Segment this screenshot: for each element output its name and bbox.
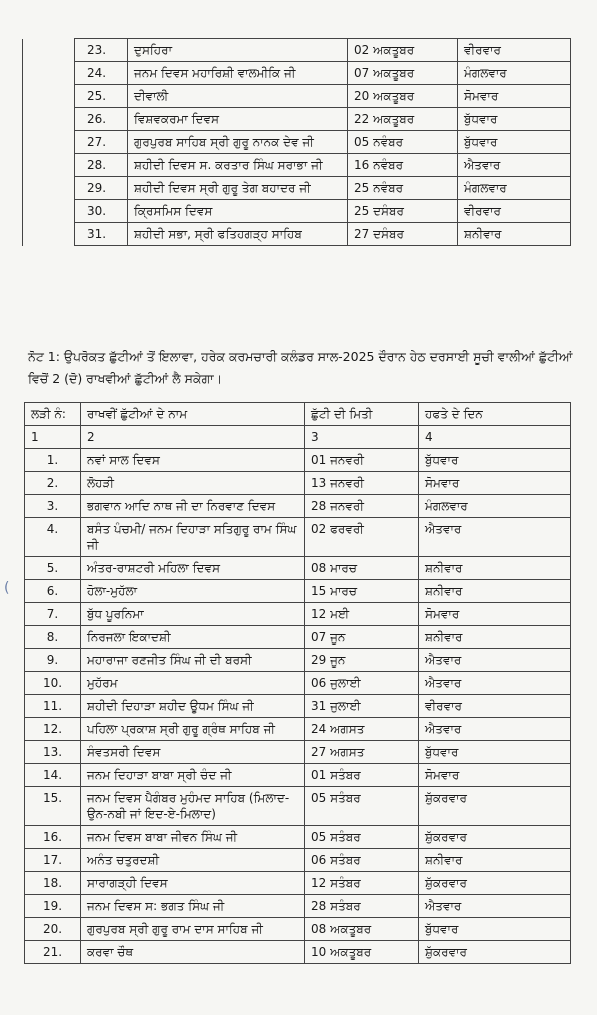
table-row <box>23 131 571 154</box>
weekday-cell: ਐਤਵਾਰ <box>458 154 571 177</box>
blank-margin-cell <box>23 154 75 177</box>
serial-cell: 24. <box>75 62 128 85</box>
date-cell: 12 ਸਤੰਬਰ <box>305 872 419 895</box>
weekday-cell: ਸੋਮਵਾਰ <box>458 85 571 108</box>
date-cell: 24 ਅਗਸਤ <box>305 718 419 741</box>
holiday-name-cell: ਜਨਮ ਦਿਵਸ ਮਹਾਰਿਸ਼ੀ ਵਾਲਮੀਕਿ ਜੀ <box>128 62 348 85</box>
serial-cell: 21. <box>25 941 81 964</box>
date-cell: 15 ਮਾਰਚ <box>305 580 419 603</box>
date-cell: 28 ਜਨਵਰੀ <box>305 495 419 518</box>
weekday-cell: ਸ਼ੁੱਕਰਵਾਰ <box>419 941 571 964</box>
col-number: 4 <box>419 426 571 449</box>
blank-margin-cell <box>23 39 75 62</box>
header-serial: ਲੜੀ ਨੰ: <box>25 403 81 426</box>
date-cell: 29 ਜੂਨ <box>305 649 419 672</box>
date-cell: 02 ਅਕਤੂਬਰ <box>348 39 458 62</box>
date-cell: 06 ਸਤੰਬਰ <box>305 849 419 872</box>
margin-pen-mark: ( <box>4 580 10 596</box>
holiday-name-cell: ਸ਼ਹੀਦੀ ਦਿਹਾੜਾ ਸ਼ਹੀਦ ਊਧਮ ਸਿੰਘ ਜੀ <box>81 695 305 718</box>
serial-cell: 16. <box>25 826 81 849</box>
date-cell: 25 ਦਸੰਬਰ <box>348 200 458 223</box>
holiday-name-cell: ਹੋਲਾ-ਮੁਹੱਲਾ <box>81 580 305 603</box>
weekday-cell: ਐਤਵਾਰ <box>419 895 571 918</box>
weekday-cell: ਸ਼ਨੀਵਾਰ <box>419 849 571 872</box>
serial-cell: 10. <box>25 672 81 695</box>
serial-cell: 30. <box>75 200 128 223</box>
serial-cell: 19. <box>25 895 81 918</box>
date-cell: 10 ਅਕਤੂਬਰ <box>305 941 419 964</box>
serial-cell: 28. <box>75 154 128 177</box>
date-cell: 05 ਨਵੰਬਰ <box>348 131 458 154</box>
date-cell: 22 ਅਕਤੂਬਰ <box>348 108 458 131</box>
weekday-cell: ਐਤਵਾਰ <box>419 649 571 672</box>
serial-cell: 8. <box>25 626 81 649</box>
table-row <box>25 495 571 518</box>
serial-cell: 14. <box>25 764 81 787</box>
date-cell: 06 ਜੁਲਾਈ <box>305 672 419 695</box>
holiday-name-cell: ਸ਼ਹੀਦੀ ਦਿਵਸ ਸ੍ਰੀ ਗੁਰੂ ਤੇਗ ਬਹਾਦਰ ਜੀ <box>128 177 348 200</box>
holiday-name-cell: ਨਵਾਂ ਸਾਲ ਦਿਵਸ <box>81 449 305 472</box>
table-row <box>23 62 571 85</box>
holiday-name-cell: ਜਨਮ ਦਿਵਸ ਸ: ਭਗਤ ਸਿੰਘ ਜੀ <box>81 895 305 918</box>
serial-cell: 31. <box>75 223 128 246</box>
table-row <box>23 223 571 246</box>
date-cell: 16 ਨਵੰਬਰ <box>348 154 458 177</box>
holiday-name-cell: ਬਸੰਤ ਪੰਚਮੀ/ ਜਨਮ ਦਿਹਾੜਾ ਸਤਿਗੁਰੂ ਰਾਮ ਸਿੰਘ ਜੀ <box>81 518 305 557</box>
serial-cell: 11. <box>25 695 81 718</box>
table-row <box>25 695 571 718</box>
holiday-name-cell: ਸ਼ਹੀਦੀ ਸਭਾ, ਸ੍ਰੀ ਫਤਿਹਗੜ੍ਹ ਸਾਹਿਬ <box>128 223 348 246</box>
date-cell: 31 ਜੁਲਾਈ <box>305 695 419 718</box>
weekday-cell: ਸ਼ਨੀਵਾਰ <box>458 223 571 246</box>
serial-cell: 18. <box>25 872 81 895</box>
serial-cell: 5. <box>25 557 81 580</box>
weekday-cell: ਸ਼ੁੱਕਰਵਾਰ <box>419 787 571 826</box>
weekday-cell: ਸ਼ਨੀਵਾਰ <box>419 626 571 649</box>
table-row <box>25 472 571 495</box>
weekday-cell: ਵੀਰਵਾਰ <box>458 200 571 223</box>
weekday-cell: ਸ਼ਨੀਵਾਰ <box>419 580 571 603</box>
header-date: ਛੁੱਟੀ ਦੀ ਮਿਤੀ <box>305 403 419 426</box>
holiday-name-cell: ਗੁਰਪੁਰਬ ਸਾਹਿਬ ਸ੍ਰੀ ਗੁਰੂ ਨਾਨਕ ਦੇਵ ਜੀ <box>128 131 348 154</box>
table-row <box>23 200 571 223</box>
table-row <box>25 872 571 895</box>
table-row <box>25 649 571 672</box>
serial-cell: 17. <box>25 849 81 872</box>
serial-cell: 26. <box>75 108 128 131</box>
holiday-name-cell: ਸੰਵਤਸਰੀ ਦਿਵਸ <box>81 741 305 764</box>
table-row <box>25 626 571 649</box>
table-row <box>25 672 571 695</box>
holiday-name-cell: ਅਨੰਤ ਚਤੁਰਦਸ਼ੀ <box>81 849 305 872</box>
weekday-cell: ਬੁੱਧਵਾਰ <box>458 131 571 154</box>
serial-cell: 27. <box>75 131 128 154</box>
date-cell: 28 ਸਤੰਬਰ <box>305 895 419 918</box>
holiday-name-cell: ਸਾਰਾਗੜ੍ਹੀ ਦਿਵਸ <box>81 872 305 895</box>
serial-cell: 23. <box>75 39 128 62</box>
blank-margin-cell <box>23 223 75 246</box>
date-cell: 13 ਜਨਵਰੀ <box>305 472 419 495</box>
weekday-cell: ਐਤਵਾਰ <box>419 718 571 741</box>
weekday-cell: ਸ਼ਨੀਵਾਰ <box>419 557 571 580</box>
holiday-name-cell: ਪਹਿਲਾ ਪ੍ਰਕਾਸ਼ ਸ੍ਰੀ ਗੁਰੂ ਗ੍ਰੰਥ ਸਾਹਿਬ ਜੀ <box>81 718 305 741</box>
holiday-name-cell: ਜਨਮ ਦਿਹਾੜਾ ਬਾਬਾ ਸ੍ਰੀ ਚੰਦ ਜੀ <box>81 764 305 787</box>
holiday-name-cell: ਬੁੱਧ ਪੂਰਨਿਮਾ <box>81 603 305 626</box>
table-row <box>25 603 571 626</box>
weekday-cell: ਸੋਮਵਾਰ <box>419 764 571 787</box>
holiday-name-cell: ਭਗਵਾਨ ਆਦਿ ਨਾਥ ਜੀ ਦਾ ਨਿਰਵਾਣ ਦਿਵਸ <box>81 495 305 518</box>
table-row <box>25 718 571 741</box>
holiday-name-cell: ਦੁਸਹਿਰਾ <box>128 39 348 62</box>
holiday-name-cell: ਜਨਮ ਦਿਵਸ ਪੈਗੰਬਰ ਮੁਹੰਮਦ ਸਾਹਿਬ (ਮਿਲਾਦ-ਉਨ-ਨਬੀ ਜਾਂ ਇਦ-ਏ-ਮਿਲਾਦ) <box>81 787 305 826</box>
weekday-cell: ਸੋਮਵਾਰ <box>419 603 571 626</box>
holiday-name-cell: ਲੋਹੜੀ <box>81 472 305 495</box>
serial-cell: 29. <box>75 177 128 200</box>
table-row <box>25 557 571 580</box>
date-cell: 08 ਮਾਰਚ <box>305 557 419 580</box>
restricted-holiday-table <box>24 402 571 964</box>
holiday-name-cell: ਦੀਵਾਲੀ <box>128 85 348 108</box>
blank-margin-cell <box>23 85 75 108</box>
note-1: ਨੋਟ 1: ਉਪਰੋਕਤ ਛੁੱਟੀਆਂ ਤੋਂ ਇਲਾਵਾ, ਹਰੇਕ ਕਰਮਚਾਰੀ ਕਲੰਡਰ ਸਾਲ-2025 ਦੌਰਾਨ ਹੇਠ ਦਰਸਾਈ ਸੂਚੀ ਵਾਲੀਆਂ ਛੁੱਟੀਆਂ ਵਿਚੋਂ 2 (ਦੋ) ਰਾਖਵੀਆਂ ਛੁੱਟੀਆਂ ਲੈ ਸਕੇਗਾ। <box>28 349 573 386</box>
date-cell: 25 ਨਵੰਬਰ <box>348 177 458 200</box>
col-number: 2 <box>81 426 305 449</box>
holiday-name-cell: ਕ੍ਰਿਸਮਿਸ ਦਿਵਸ <box>128 200 348 223</box>
blank-margin-cell <box>23 200 75 223</box>
weekday-cell: ਬੁੱਧਵਾਰ <box>419 741 571 764</box>
weekday-cell: ਬੁੱਧਵਾਰ <box>458 108 571 131</box>
holiday-name-cell: ਨਿਰਜਲਾ ਇਕਾਦਸ਼ੀ <box>81 626 305 649</box>
date-cell: 08 ਅਕਤੂਬਰ <box>305 918 419 941</box>
holiday-name-cell: ਮੁਹੱਰਮ <box>81 672 305 695</box>
date-cell: 20 ਅਕਤੂਬਰ <box>348 85 458 108</box>
holiday-name-cell: ਮਹਾਰਾਜਾ ਰਣਜੀਤ ਸਿੰਘ ਜੀ ਦੀ ਬਰਸੀ <box>81 649 305 672</box>
table-row <box>25 826 571 849</box>
table-row <box>23 108 571 131</box>
serial-cell: 7. <box>25 603 81 626</box>
table-row <box>23 85 571 108</box>
weekday-cell: ਮੰਗਲਵਾਰ <box>458 177 571 200</box>
table-row <box>23 154 571 177</box>
date-cell: 01 ਜਨਵਰੀ <box>305 449 419 472</box>
table-row <box>25 764 571 787</box>
table-row <box>25 449 571 472</box>
table-row <box>25 518 571 557</box>
col-number: 3 <box>305 426 419 449</box>
weekday-cell: ਵੀਰਵਾਰ <box>419 695 571 718</box>
serial-cell: 4. <box>25 518 81 557</box>
table-row <box>25 741 571 764</box>
weekday-cell: ਸ਼ੁੱਕਰਵਾਰ <box>419 872 571 895</box>
serial-cell: 6. <box>25 580 81 603</box>
serial-cell: 25. <box>75 85 128 108</box>
blank-margin-cell <box>23 131 75 154</box>
weekday-cell: ਐਤਵਾਰ <box>419 672 571 695</box>
date-cell: 27 ਅਗਸਤ <box>305 741 419 764</box>
weekday-cell: ਵੀਰਵਾਰ <box>458 39 571 62</box>
table-row <box>23 39 571 62</box>
col-number: 1 <box>25 426 81 449</box>
holiday-name-cell: ਕਰਵਾ ਚੌਥ <box>81 941 305 964</box>
column-number-row <box>25 426 571 449</box>
date-cell: 05 ਸਤੰਬਰ <box>305 787 419 826</box>
weekday-cell: ਸ਼ੁੱਕਰਵਾਰ <box>419 826 571 849</box>
holiday-name-cell: ਅੰਤਰ-ਰਾਸ਼ਟਰੀ ਮਹਿਲਾ ਦਿਵਸ <box>81 557 305 580</box>
holiday-name-cell: ਜਨਮ ਦਿਵਸ ਬਾਬਾ ਜੀਵਨ ਸਿੰਘ ਜੀ <box>81 826 305 849</box>
serial-cell: 1. <box>25 449 81 472</box>
header-weekday: ਹਫਤੇ ਦੇ ਦਿਨ <box>419 403 571 426</box>
date-cell: 12 ਮਈ <box>305 603 419 626</box>
weekday-cell: ਬੁੱਧਵਾਰ <box>419 449 571 472</box>
blank-margin-cell <box>23 108 75 131</box>
date-cell: 05 ਸਤੰਬਰ <box>305 826 419 849</box>
table-row <box>25 787 571 826</box>
header-holiday-name: ਰਾਖਵੀਂ ਛੁੱਟੀਆਂ ਦੇ ਨਾਮ <box>81 403 305 426</box>
date-cell: 07 ਅਕਤੂਬਰ <box>348 62 458 85</box>
serial-cell: 2. <box>25 472 81 495</box>
serial-cell: 13. <box>25 741 81 764</box>
serial-cell: 20. <box>25 918 81 941</box>
table-row <box>25 918 571 941</box>
table-row <box>25 849 571 872</box>
weekday-cell: ਮੰਗਲਵਾਰ <box>458 62 571 85</box>
date-cell: 27 ਦਸੰਬਰ <box>348 223 458 246</box>
table-row <box>25 580 571 603</box>
table-row <box>25 941 571 964</box>
weekday-cell: ਐਤਵਾਰ <box>419 518 571 557</box>
date-cell: 02 ਫਰਵਰੀ <box>305 518 419 557</box>
table-row <box>25 895 571 918</box>
holiday-name-cell: ਸ਼ਹੀਦੀ ਦਿਵਸ ਸ. ਕਰਤਾਰ ਸਿੰਘ ਸਰਾਭਾ ਜੀ <box>128 154 348 177</box>
weekday-cell: ਸੋਮਵਾਰ <box>419 472 571 495</box>
holiday-name-cell: ਗੁਰਪੁਰਬ ਸ੍ਰੀ ਗੁਰੂ ਰਾਮ ਦਾਸ ਸਾਹਿਬ ਜੀ <box>81 918 305 941</box>
holiday-table-continued <box>22 38 571 246</box>
date-cell: 01 ਸਤੰਬਰ <box>305 764 419 787</box>
serial-cell: 12. <box>25 718 81 741</box>
serial-cell: 3. <box>25 495 81 518</box>
table-row <box>23 177 571 200</box>
blank-margin-cell <box>23 177 75 200</box>
weekday-cell: ਮੰਗਲਵਾਰ <box>419 495 571 518</box>
blank-margin-cell <box>23 62 75 85</box>
holiday-name-cell: ਵਿਸ਼ਵਕਰਮਾ ਦਿਵਸ <box>128 108 348 131</box>
table-header-row <box>25 403 571 426</box>
weekday-cell: ਬੁੱਧਵਾਰ <box>419 918 571 941</box>
serial-cell: 15. <box>25 787 81 826</box>
date-cell: 07 ਜੂਨ <box>305 626 419 649</box>
serial-cell: 9. <box>25 649 81 672</box>
